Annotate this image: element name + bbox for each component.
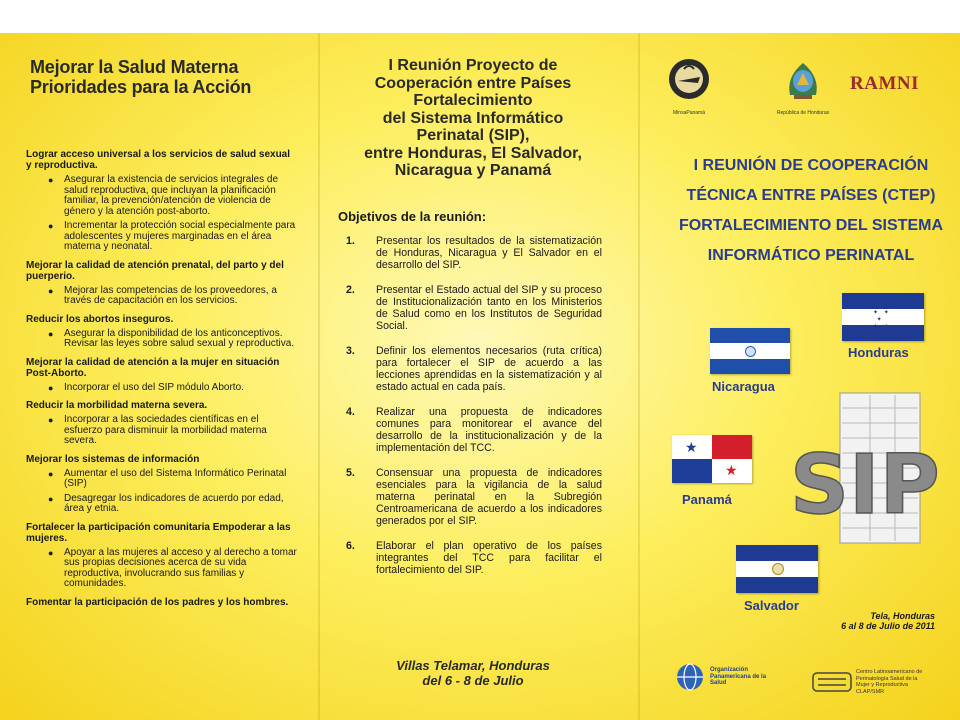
nicaragua-flag (710, 328, 790, 374)
title-line: INFORMÁTICO PERINATAL (707, 247, 915, 264)
bullet-icon: ● (48, 221, 54, 231)
honduras-flag (842, 293, 924, 341)
bullet-icon: ● (48, 415, 54, 425)
title-line: Perinatal (SIP), (416, 127, 530, 144)
bullet-text: Incorporar a las sociedades científicas en el esfuerzo para disminuir la morbilidad materna severa. (64, 414, 267, 446)
bullet-text: Incorporar el uso del SIP módulo Aborto. (64, 381, 244, 393)
goal-bullet (48, 175, 298, 217)
brochure (0, 33, 960, 720)
bullet-text: Asegurar la disponibilidad de los anticonceptivos. Revisar las leyes sobre salud sexual y reproductiva. (64, 327, 295, 349)
bullet-icon: ● (48, 468, 54, 479)
clap-logo (812, 669, 926, 695)
sip-wordmark: SIP (790, 438, 940, 533)
country-label: Salvador (744, 598, 799, 613)
objective-number: 2. (346, 284, 355, 296)
goal-bullet (48, 548, 298, 590)
goal-bullet (48, 329, 298, 350)
goal-heading: Mejorar los sistemas de información (26, 453, 200, 465)
title-line: I REUNIÓN DE COOPERACIÓN (693, 157, 929, 174)
goal-heading: Lograr acceso universal a los servicios de salud sexual y reproductiva. (26, 149, 291, 171)
clap-name: Centro Latinoamericano de Perinatología Salud de la Mujer y Reproductiva CLAP/SMR (856, 669, 923, 695)
title-line: Mejorar la Salud Materna (30, 57, 239, 77)
title-line: Prioridades para la Acción (30, 77, 252, 97)
bullet-icon: ● (48, 175, 54, 185)
goal-item (26, 260, 298, 307)
objective-text: Presentar los resultados de la sistematización de Honduras, Nicaragua y El Salvador en el desarrollo del SIP. (376, 235, 602, 271)
goal-heading: Mejorar la calidad de atención a la mujer en situación Post-Aborto. (26, 356, 280, 379)
bullet-text: Aumentar el uso del Sistema Informático Perinatal (SIP) (64, 467, 287, 489)
objective-item (346, 345, 602, 393)
objective-item (346, 406, 602, 454)
bullet-icon: ● (48, 493, 54, 504)
ramni-logo (850, 73, 919, 95)
title-line: entre Honduras, El Salvador, (364, 144, 582, 162)
bullet-text: Asegurar la existencia de servicios integrales de salud reproductiva, que incluyan la planificación familiar, la prevención/atención de violencia de género y la atención post-aborto. (64, 174, 278, 217)
objectives-heading: Objetivos de la reunión: (338, 209, 487, 224)
seal-icon (662, 55, 716, 105)
title-line: Nicaragua y Panamá (394, 162, 552, 179)
panama-flag (672, 435, 752, 483)
objective-number: 5. (346, 467, 355, 479)
minsa-logo (662, 55, 716, 116)
goal-heading: Reducir los abortos inseguros. (26, 313, 174, 325)
goal-heading: Mejorar la calidad de atención prenatal, del parto y del puerperio. (26, 259, 284, 282)
logo-caption: República de Honduras (776, 110, 830, 116)
ramni-wordmark: RAMNI (850, 73, 919, 94)
objective-text: Realizar una propuesta de indicadores comunes para monitorear el avance del desarrollo de la institucionalización y de la implementación del TCC. (376, 406, 602, 454)
coat-of-arms-icon (776, 55, 830, 105)
date-line: Tela, Honduras (870, 611, 935, 621)
title-line: Fortalecimiento (413, 92, 533, 109)
clap-mark-icon (812, 671, 852, 693)
objective-number: 6. (346, 540, 355, 552)
venue-line: del 6 - 8 de Julio (422, 673, 524, 688)
goal-bullet (48, 286, 298, 307)
bullet-text: Apoyar a las mujeres al acceso y al derecho a tomar sus propias decisiones acerca de su vida reproductiva, involucrando sus familias y comunidades. (64, 546, 297, 589)
bullet-icon: ● (48, 285, 54, 296)
ops-name: Organización Panamericana de la Salud (710, 667, 767, 687)
goals-list (26, 149, 298, 615)
country-label: Panamá (682, 492, 732, 507)
honduras-coat-of-arms (776, 55, 830, 116)
event-date (760, 611, 935, 631)
bullet-icon: ● (48, 547, 54, 558)
goal-bullet (48, 383, 298, 394)
objective-number: 3. (346, 345, 355, 357)
goal-bullet (48, 494, 298, 515)
venue (336, 658, 610, 688)
goal-heading: Fomentar la participación de los padres y los hombres. (26, 596, 289, 608)
goal-bullet (48, 469, 298, 490)
objective-text: Consensuar una propuesta de indicadores esenciales para la vigilancia de la salud materna perinatal en la Subregión Centroamericana de acuerdo a los indicadores generados por el SIP. (376, 467, 602, 527)
goal-item (26, 454, 298, 515)
bullet-icon: ● (48, 328, 54, 339)
bullet-text: Mejorar las competencias de los proveedores, a través de capacitación en los servicios. (64, 284, 277, 306)
ops-logo (674, 661, 780, 693)
goal-heading: Reducir la morbilidad materna severa. (26, 400, 208, 411)
goal-bullet (48, 221, 298, 253)
sip-logo-graphic (780, 383, 940, 553)
bullet-text: Incrementar la protección social especialmente para adolescentes y mujeres marginadas en el área materna y neonatal. (64, 220, 296, 252)
objective-text: Definir los elementos necesarios (ruta crítica) para fortalecer el SIP de acuerdo a las lecciones aprendidas en la sistematización y al estado actual en cada país. (376, 345, 602, 393)
bullet-text: Desagregar los indicadores de acuerdo por edad, área y etnia. (64, 492, 284, 514)
title-line: Cooperación entre Países (374, 74, 572, 92)
goal-item (26, 522, 298, 590)
goal-item (26, 149, 298, 253)
left-panel-title (30, 57, 300, 97)
objective-item (346, 467, 602, 527)
objective-number: 4. (346, 406, 355, 418)
objective-item (346, 284, 602, 332)
globe-icon (674, 661, 706, 693)
goal-item (26, 597, 298, 608)
sip-logo (780, 383, 940, 558)
objective-text: Elaborar el plan operativo de los países integrantes del TCC para facilitar el fortalecimiento del SIP. (376, 540, 602, 576)
bullet-icon: ● (48, 382, 54, 393)
country-label: Nicaragua (712, 379, 775, 394)
fold-line (318, 33, 320, 720)
title-line: del Sistema Informático (382, 109, 564, 127)
star-icon: ★ (725, 462, 738, 478)
goal-item (26, 357, 298, 394)
star-icon: ✦ ✦ ✦ ✦ ✦ (873, 310, 891, 330)
title-line: I Reunión Proyecto de (388, 57, 558, 74)
emblem-icon (745, 346, 756, 357)
goal-item (26, 314, 298, 350)
objectives-list (346, 235, 602, 589)
goal-heading: Fortalecer la participación comunitaria Empoderar a las mujeres. (26, 521, 291, 544)
goal-item (26, 400, 298, 447)
title-line: FORTALECIMIENTO DEL SISTEMA (678, 217, 943, 234)
goal-bullet (48, 415, 298, 447)
country-label: Honduras (848, 345, 909, 360)
meeting-title (336, 57, 610, 180)
objective-number: 1. (346, 235, 355, 247)
fold-line (638, 33, 640, 720)
objective-text: Presentar el Estado actual del SIP y su proceso de Institucionalización tanto en los Ministerios de Salud como en los Institutos de Seguridad Social. (376, 284, 602, 332)
objective-item (346, 540, 602, 576)
date-line: 6 al 8 de Julio de 2011 (841, 621, 935, 631)
title-line: TÉCNICA ENTRE PAÍSES (CTEP) (686, 187, 936, 204)
cover-title (666, 151, 956, 271)
objective-item (346, 235, 602, 271)
star-icon: ★ (685, 439, 698, 455)
emblem-icon (772, 563, 784, 575)
logo-caption: MinsaPanamá (673, 110, 705, 116)
venue-line: Villas Telamar, Honduras (396, 658, 550, 673)
